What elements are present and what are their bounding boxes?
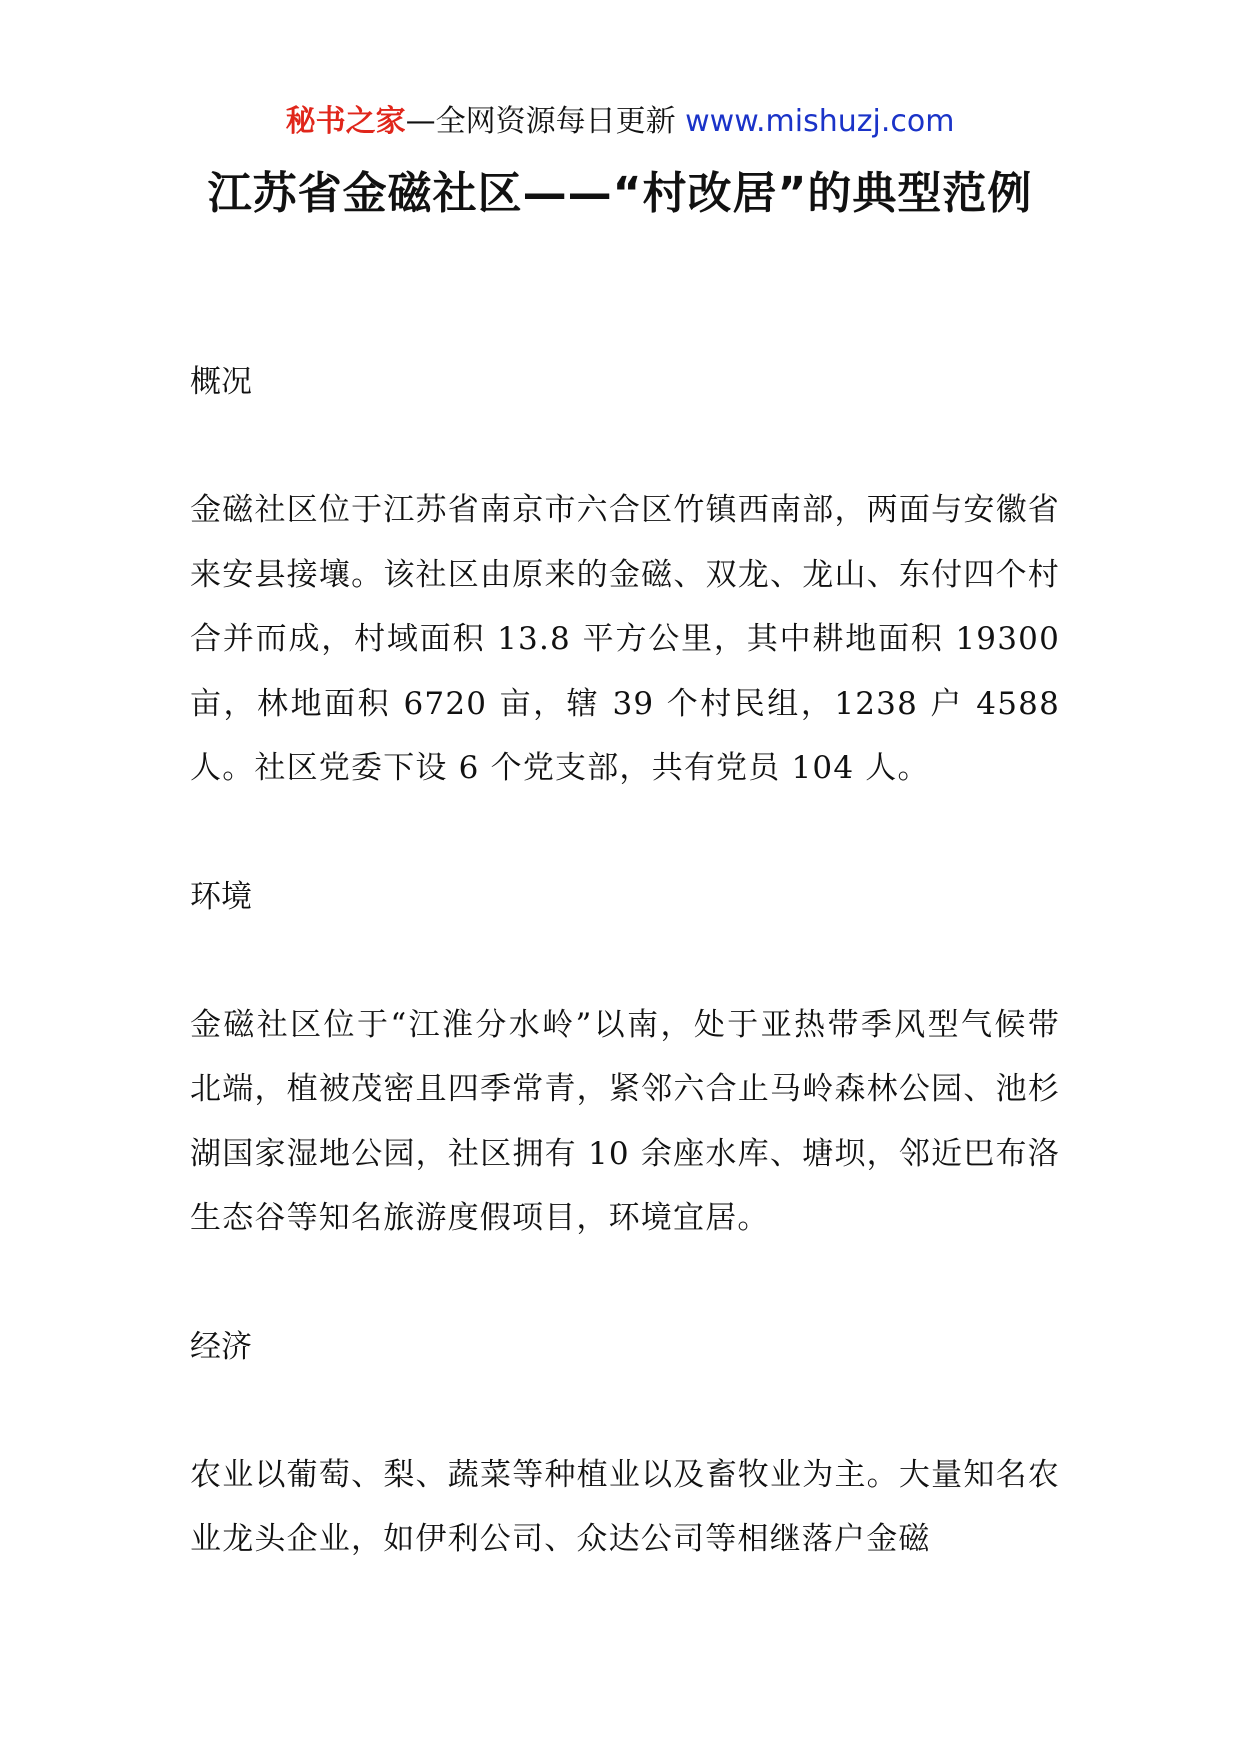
banner-slogan: —全网资源每日更新 <box>405 104 676 139</box>
section-paragraph-overview: 金磁社区位于江苏省南京市六合区竹镇西南部，两面与安徽省来安县接壤。该社区由原来的金磁、双龙、龙山、东付四个村合并而成，村域面积 13.8 平方公里，其中耕地面积 19300 亩，林地面积 6720 亩，辖 39 个村民组，1238 户 4588 人。社区党委下设 6 个党支部，共有党员 104 人。 <box>190 492 1060 786</box>
site-banner <box>0 102 1240 142</box>
document-body <box>190 350 1060 1572</box>
document-title: 江苏省金磁社区——“村改居”的典型范例 <box>207 168 1033 219</box>
section-paragraph-economy: 农业以葡萄、梨、蔬菜等种植业以及畜牧业为主。大量知名农业龙头企业，如伊利公司、众达公司等相继落户金磁 <box>190 1456 1060 1557</box>
section-heading-economy: 经济 <box>190 1328 252 1365</box>
site-link[interactable]: www.mishuzj.com <box>685 104 955 139</box>
section-heading-overview: 概况 <box>190 364 252 400</box>
section-heading-environment: 环境 <box>190 878 252 915</box>
brand-name: 秘书之家 <box>285 104 406 139</box>
section-paragraph-environment: 金磁社区位于“江淮分水岭”以南，处于亚热带季风型气候带北端，植被茂密且四季常青，紧邻六合止马岭森林公园、池杉湖国家湿地公园，社区拥有 10 余座水库、塘坝，邻近巴布洛生态谷等知名旅游度假项目，环境宜居。 <box>190 1006 1060 1236</box>
